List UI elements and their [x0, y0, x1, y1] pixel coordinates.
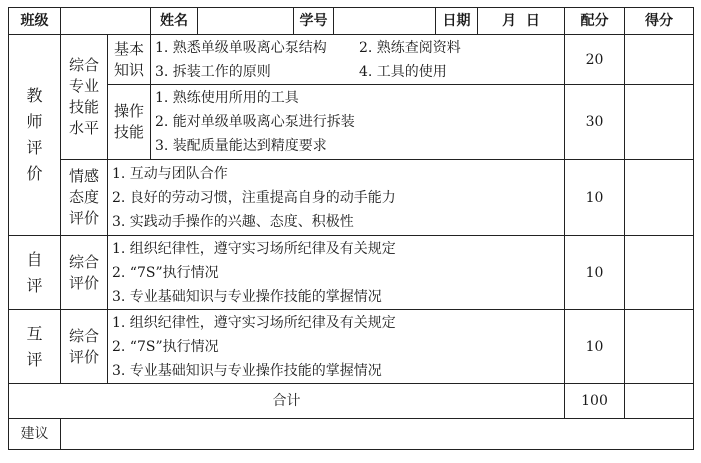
score-header: 得分 — [625, 8, 694, 35]
suggestion-field[interactable] — [61, 419, 694, 450]
evaluation-table — [8, 7, 694, 450]
basic-knowledge-items: 1. 熟悉单级单吸离心泵结构 2. 熟练查阅资料 3. 拆装工作的原则 4. 工具的使用 — [151, 35, 565, 85]
operation-skill-score[interactable] — [625, 85, 694, 160]
basic-knowledge-row — [9, 35, 694, 85]
attitude-items: 1. 互动与团队合作 2. 良好的劳动习惯，注重提高自身的动手能力 3. 实践动手操作的兴趣、态度、积极性 — [108, 160, 565, 236]
student-id-label: 学号 — [294, 8, 334, 35]
basic-knowledge-points: 20 — [565, 35, 625, 85]
self-eval-score[interactable] — [625, 236, 694, 310]
peer-comprehensive-label: 综合 评价 — [61, 310, 108, 384]
class-label: 班级 — [9, 8, 61, 35]
operation-skill-row — [9, 85, 694, 160]
suggestion-label: 建议 — [9, 419, 61, 450]
peer-eval-score[interactable] — [625, 310, 694, 384]
comprehensive-skill-label: 综合 专业 技能 水平 — [61, 35, 108, 160]
suggestion-row — [9, 419, 694, 450]
points-header: 配分 — [565, 8, 625, 35]
peer-eval-points: 10 — [565, 310, 625, 384]
total-score[interactable] — [625, 384, 694, 419]
name-field[interactable] — [198, 8, 294, 35]
attitude-score[interactable] — [625, 160, 694, 236]
total-label: 合计 — [9, 384, 565, 419]
peer-eval-row — [9, 310, 694, 384]
self-comprehensive-label: 综合 评价 — [61, 236, 108, 310]
operation-skill-points: 30 — [565, 85, 625, 160]
basic-knowledge-score[interactable] — [625, 35, 694, 85]
date-label: 日期 — [436, 8, 478, 35]
self-eval-label: 自 评 — [9, 236, 61, 310]
attitude-label: 情感 态度 评价 — [61, 160, 108, 236]
header-row — [9, 8, 694, 35]
self-eval-row — [9, 236, 694, 310]
peer-eval-items: 1. 组织纪律性，遵守实习场所纪律及有关规定 2. “7S”执行情况 3. 专业基础知识与专业操作技能的掌握情况 — [108, 310, 565, 384]
basic-knowledge-label: 基本 知识 — [108, 35, 151, 85]
teacher-eval-label: 教 师 评 价 — [9, 35, 61, 236]
operation-skill-label: 操作 技能 — [108, 85, 151, 160]
date-field[interactable]: 月 日 — [478, 8, 565, 35]
total-points: 100 — [565, 384, 625, 419]
self-eval-points: 10 — [565, 236, 625, 310]
student-id-field[interactable] — [334, 8, 436, 35]
attitude-row — [9, 160, 694, 236]
total-row — [9, 384, 694, 419]
operation-skill-items: 1. 熟练使用所用的工具 2. 能对单级单吸离心泵进行拆装 3. 装配质量能达到精度要求 — [151, 85, 565, 160]
self-eval-items: 1. 组织纪律性，遵守实习场所纪律及有关规定 2. “7S”执行情况 3. 专业基础知识与专业操作技能的掌握情况 — [108, 236, 565, 310]
name-label: 姓名 — [151, 8, 198, 35]
class-field[interactable] — [61, 8, 151, 35]
peer-eval-label: 互 评 — [9, 310, 61, 384]
attitude-points: 10 — [565, 160, 625, 236]
